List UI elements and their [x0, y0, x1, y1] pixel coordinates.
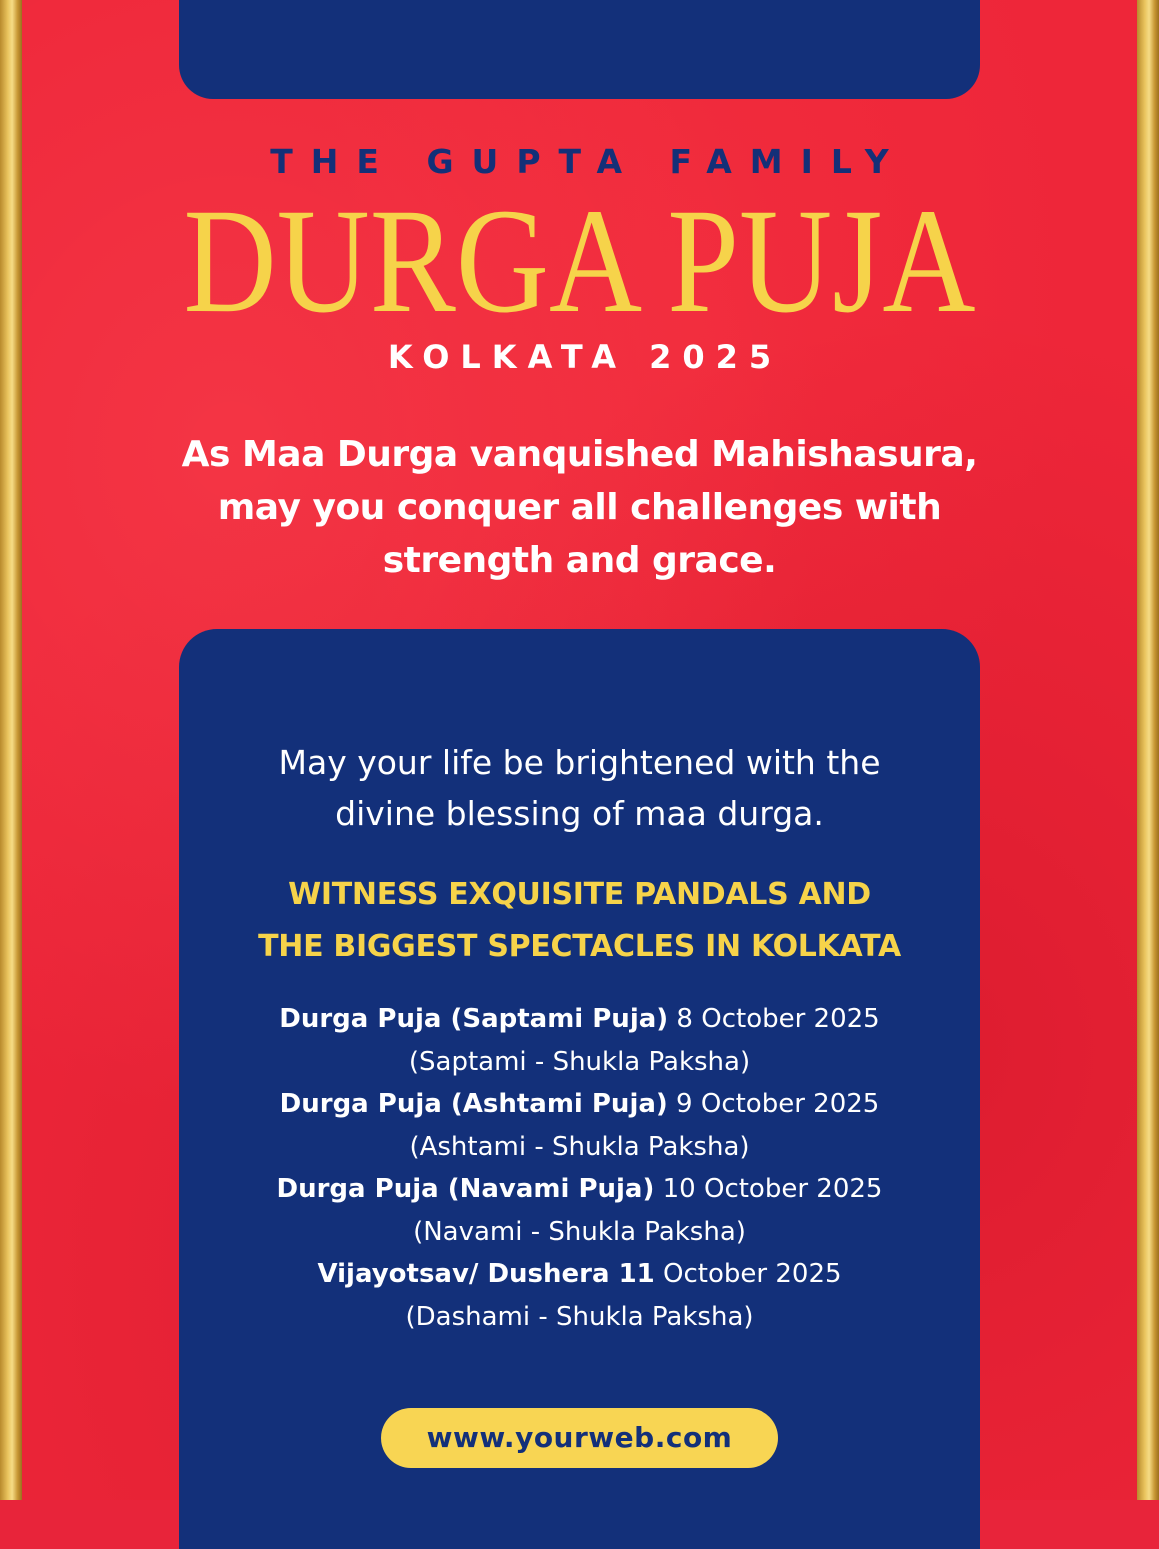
schedule-event-name: Durga Puja (Saptami Puja)	[279, 1004, 669, 1034]
schedule-event-name: Durga Puja (Ashtami Puja)	[279, 1089, 668, 1119]
schedule-event-name: Vijayotsav/ Dushera 11	[317, 1259, 655, 1289]
schedule-event-row	[179, 998, 980, 1041]
schedule-event-row	[179, 1168, 980, 1211]
blessing-message	[120, 428, 1039, 587]
top-blue-panel	[179, 0, 980, 99]
witness-heading	[179, 869, 980, 973]
location-year-subtitle: KOLKATA 2025	[387, 338, 783, 376]
wish-line: May your life be brightened with the	[278, 743, 881, 782]
schedule-tithi: (Saptami - Shukla Paksha)	[408, 1046, 751, 1077]
schedule-event-row	[179, 1083, 980, 1126]
family-name-heading: THE GUPTA FAMILY	[270, 142, 907, 181]
page-title: DURGA PUJA	[183, 178, 976, 344]
schedule-event-date: 10 October 2025	[654, 1174, 883, 1204]
schedule-tithi: (Ashtami - Shukla Paksha)	[409, 1131, 750, 1162]
blessing-line: As Maa Durga vanquished Mahishasura,	[181, 434, 978, 475]
wish-message	[179, 737, 980, 839]
schedule-tithi: (Dashami - Shukla Paksha)	[405, 1301, 754, 1332]
witness-line: WITNESS EXQUISITE PANDALS AND	[288, 877, 871, 912]
website-link[interactable]: www.yourweb.com	[381, 1408, 778, 1468]
schedule-event-date: 8 October 2025	[668, 1004, 880, 1034]
blessing-line: strength and grace.	[382, 540, 777, 581]
left-gold-border	[0, 0, 22, 1500]
schedule-event-date: October 2025	[654, 1259, 842, 1289]
schedule-event-date: 9 October 2025	[667, 1089, 880, 1119]
witness-line: THE BIGGEST SPECTACLES IN KOLKATA	[258, 929, 901, 964]
schedule-event-row	[179, 1253, 980, 1296]
schedule-event-name: Durga Puja (Navami Puja)	[276, 1174, 655, 1204]
wish-line: divine blessing of maa durga.	[335, 794, 824, 833]
right-gold-border	[1137, 0, 1159, 1500]
puja-schedule	[179, 998, 980, 1338]
schedule-tithi: (Navami - Shukla Paksha)	[413, 1216, 746, 1247]
blessing-line: may you conquer all challenges with	[217, 487, 942, 528]
